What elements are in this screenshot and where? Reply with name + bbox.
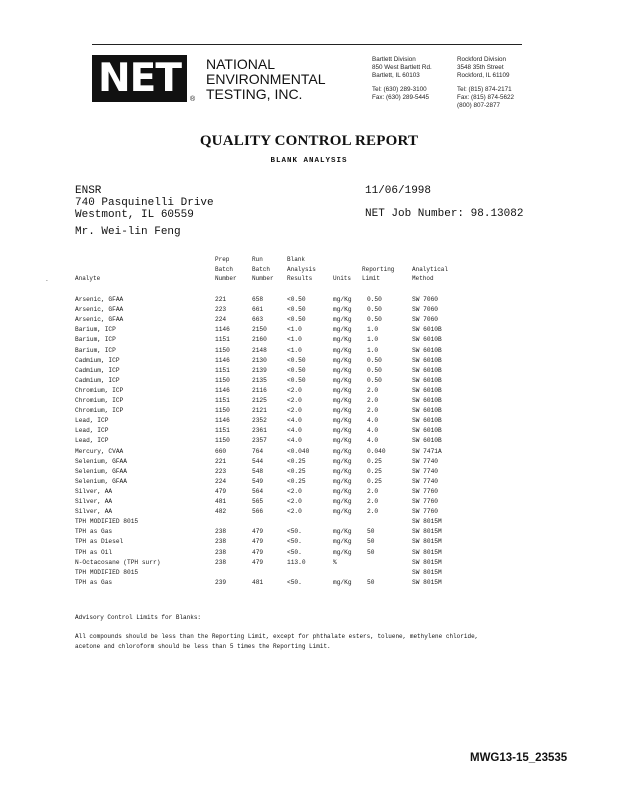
table-cell: <4.0 [287, 417, 302, 425]
table-cell: SW 8015M [412, 558, 442, 566]
table-cell: 2130 [252, 356, 267, 364]
report-subtitle: BLANK ANALYSIS [270, 157, 348, 165]
table-cell: Selenium, GFAA [75, 477, 127, 485]
column-header-line: Batch [252, 265, 271, 273]
table-cell: SW 6010B [412, 407, 442, 415]
table-cell: SW 7060 [412, 296, 438, 303]
table-cell: 4.0 [367, 427, 379, 435]
table-cell: 1.0 [367, 336, 379, 344]
advisory-line: All compounds should be less than the Reporting Limit, except for phthalate esters, toluene, methylene chloride, [75, 633, 479, 640]
table-cell: Mercury, CVAA [75, 447, 124, 455]
table-cell: mg/Kg [333, 326, 352, 334]
column-header-line: Reporting [362, 265, 395, 273]
column-header-line: Units [333, 275, 352, 282]
table-cell: mg/Kg [333, 447, 352, 455]
table-cell: mg/Kg [333, 376, 352, 384]
column-header [75, 255, 100, 284]
table-cell: Lead, ICP [75, 427, 109, 435]
table-cell: SW 8015M [412, 528, 442, 536]
advisory-line: acetone and chloroform should be less than 5 times the Reporting Limit. [75, 643, 331, 650]
table-cell: mg/Kg [333, 437, 352, 445]
client-address-line1: 740 Pasquinelli Drive [75, 197, 214, 209]
column-header-line: Number [252, 275, 274, 282]
table-cell: SW 6010B [412, 336, 442, 344]
column-header-line: Run [252, 256, 263, 263]
column-header-line [362, 255, 394, 265]
table-cell: mg/Kg [333, 366, 352, 374]
table-cell: mg/Kg [333, 427, 352, 435]
table-cell: 549 [252, 477, 264, 485]
table-cell: 0.50 [367, 296, 382, 303]
table-cell: mg/Kg [333, 457, 352, 465]
table-cell: Lead, ICP [75, 417, 109, 425]
table-row [0, 426, 618, 436]
table-cell: 566 [252, 508, 264, 516]
column-header [412, 255, 448, 284]
table-cell: 224 [215, 477, 227, 485]
table-cell: <0.50 [287, 366, 306, 374]
table-cell: SW 7760 [412, 508, 438, 516]
table-cell: mg/Kg [333, 336, 352, 344]
table-cell: 479 [215, 487, 227, 495]
table-cell: <0.50 [287, 316, 306, 324]
table-cell: mg/Kg [333, 407, 352, 415]
table-cell: 482 [215, 508, 227, 516]
table-cell: <0.50 [287, 356, 306, 364]
table-row [0, 376, 618, 386]
table-cell: mg/Kg [333, 296, 352, 303]
table-cell: mg/Kg [333, 487, 352, 495]
table-cell: SW 7760 [412, 487, 438, 495]
column-header-line: Blank [287, 256, 306, 263]
table-cell: SW 8015M [412, 538, 442, 546]
advisory-heading: Advisory Control Limits for Blanks: [75, 614, 202, 621]
column-header-line [75, 255, 100, 265]
address-line: Tel: (630) 289-3100 [372, 85, 427, 93]
table-cell: 50 [367, 548, 375, 556]
column-header [215, 255, 237, 284]
table-row [0, 477, 618, 487]
table-cell: 2.0 [367, 407, 379, 415]
table-cell: 4.0 [367, 417, 379, 425]
table-cell: <2.0 [287, 508, 302, 516]
company-line: TESTING, INC. [206, 86, 303, 102]
table-cell: 1146 [215, 386, 230, 394]
table-row [0, 416, 618, 426]
table-cell: mg/Kg [333, 477, 352, 485]
table-cell: mg/Kg [333, 508, 352, 516]
table-cell: 564 [252, 487, 264, 495]
table-cell: Arsenic, GFAA [75, 316, 124, 324]
table-cell: 2125 [252, 397, 267, 404]
table-row [0, 558, 618, 568]
table-cell: 2121 [252, 407, 267, 415]
table-cell: 2.0 [367, 386, 379, 394]
table-cell: 4.0 [367, 437, 379, 445]
table-cell: SW 6010B [412, 356, 442, 364]
table-cell: 1146 [215, 326, 230, 334]
address-line: Fax: (815) 874-5622 [457, 93, 515, 101]
column-header [252, 255, 274, 284]
table-cell: 223 [215, 306, 227, 314]
column-header-line: Limit [362, 275, 381, 282]
table-cell: SW 6010B [412, 397, 442, 404]
table-cell: SW 8015M [412, 578, 442, 586]
address-line: Rockford Division [457, 56, 506, 63]
table-cell: 238 [215, 558, 227, 566]
table-cell: 238 [215, 528, 227, 536]
column-header-line [75, 265, 100, 275]
table-cell: <0.50 [287, 296, 306, 303]
trademark-mark: ® [190, 96, 196, 103]
table-row [0, 517, 618, 527]
table-cell: 0.50 [367, 376, 382, 384]
table-row [0, 436, 618, 446]
column-header-line [333, 265, 351, 275]
table-cell: 0.25 [367, 467, 382, 475]
table-cell: <2.0 [287, 386, 302, 394]
table-row [0, 346, 618, 356]
column-header [287, 255, 316, 284]
table-cell: mg/Kg [333, 346, 352, 354]
table-cell: 1150 [215, 407, 230, 415]
table-cell: TPH as Diesel [75, 538, 124, 546]
address-line: Rockford, IL 61109 [457, 72, 510, 80]
address-line: Bartlett, IL 60103 [372, 72, 420, 80]
table-cell: SW 7760 [412, 498, 438, 505]
rockford-address [457, 56, 514, 110]
table-row [0, 447, 618, 457]
table-row [0, 335, 618, 345]
table-row [0, 457, 618, 467]
table-cell: <50. [287, 548, 302, 556]
column-header-line: Batch [215, 265, 234, 273]
table-cell: Silver, AA [75, 508, 113, 516]
table-cell: Silver, AA [75, 487, 113, 495]
table-cell: TPH as Oil [75, 548, 113, 556]
table-cell: Barium, ICP [75, 346, 116, 354]
table-cell: 239 [215, 578, 227, 586]
table-cell: 2357 [252, 437, 267, 445]
table-cell: mg/Kg [333, 316, 352, 324]
table-cell: SW 6010B [412, 417, 442, 425]
table-cell: Cadmium, ICP [75, 366, 120, 374]
table-cell: SW 8015M [412, 568, 442, 576]
header-rule [92, 44, 522, 45]
table-cell: mg/Kg [333, 578, 352, 586]
address-line: Fax: (630) 289-5445 [372, 93, 430, 101]
table-cell: 1.0 [367, 346, 379, 354]
table-cell: 223 [215, 467, 227, 475]
address-line: 850 West Bartlett Rd. [372, 64, 432, 72]
table-row [0, 325, 618, 335]
table-cell: 544 [252, 457, 264, 465]
table-cell: 0.25 [367, 477, 382, 485]
table-cell: Chromium, ICP [75, 397, 124, 404]
table-cell: 481 [252, 578, 264, 586]
table-cell: 565 [252, 498, 264, 505]
table-row [0, 487, 618, 497]
table-cell: 1.0 [367, 326, 379, 334]
table-cell: <0.040 [287, 447, 310, 455]
table-cell: mg/Kg [333, 498, 352, 505]
table-cell: 2139 [252, 366, 267, 374]
table-cell: 660 [215, 447, 227, 455]
table-cell: 2.0 [367, 498, 379, 505]
table-cell: mg/Kg [333, 306, 352, 314]
table-cell: <50. [287, 538, 302, 546]
client-block [75, 185, 214, 221]
table-row [0, 396, 618, 406]
table-cell: TPH MODIFIED 8015 [75, 568, 139, 576]
table-cell: 2160 [252, 336, 267, 344]
table-cell: 0.50 [367, 306, 382, 314]
net-logo: NET [92, 55, 187, 102]
table-cell: 1146 [215, 356, 230, 364]
attention-line: Mr. Wei-lin Feng [75, 226, 181, 238]
table-cell: SW 7740 [412, 467, 438, 475]
table-cell: <2.0 [287, 407, 302, 415]
table-cell: Silver, AA [75, 498, 113, 505]
column-header-line: Analytical [412, 265, 449, 273]
table-cell: 50 [367, 538, 375, 546]
column-header-line [333, 255, 351, 265]
table-cell: SW 6010B [412, 437, 442, 445]
company-line: ENVIRONMENTAL [206, 71, 326, 87]
table-cell: 2352 [252, 417, 267, 425]
table-cell: Barium, ICP [75, 326, 116, 334]
table-row [0, 568, 618, 578]
table-cell: 2150 [252, 326, 267, 334]
bartlett-address [372, 56, 432, 102]
table-cell: mg/Kg [333, 467, 352, 475]
table-cell: SW 7740 [412, 457, 438, 465]
table-cell: 0.50 [367, 366, 382, 374]
table-cell: 2.0 [367, 397, 379, 404]
table-cell: mg/Kg [333, 397, 352, 404]
address-line: Bartlett Division [372, 56, 416, 63]
table-cell: <2.0 [287, 498, 302, 505]
table-row [0, 548, 618, 558]
table-cell: SW 7060 [412, 306, 438, 314]
table-cell: mg/Kg [333, 548, 352, 556]
table-cell: 221 [215, 457, 227, 465]
table-row [0, 507, 618, 517]
table-cell: 2135 [252, 376, 267, 384]
table-cell: <2.0 [287, 397, 302, 404]
table-cell: <0.50 [287, 306, 306, 314]
table-cell: 113.0 [287, 558, 306, 566]
report-title: QUALITY CONTROL REPORT [199, 133, 419, 149]
table-cell: 658 [252, 296, 264, 303]
table-cell: Cadmium, ICP [75, 356, 120, 364]
table-cell: 0.50 [367, 316, 382, 324]
table-cell: 50 [367, 578, 375, 586]
table-cell: <1.0 [287, 326, 302, 334]
table-cell: SW 7060 [412, 316, 438, 324]
table-cell: <2.0 [287, 487, 302, 495]
table-cell: TPH as Gas [75, 528, 113, 536]
table-row [0, 366, 618, 376]
table-cell: 1151 [215, 397, 230, 404]
table-row [0, 527, 618, 537]
table-cell: 0.50 [367, 356, 382, 364]
table-cell: 2.0 [367, 487, 379, 495]
table-cell: SW 7740 [412, 477, 438, 485]
table-row [0, 295, 618, 305]
table-cell: Barium, ICP [75, 336, 116, 344]
table-row [0, 406, 618, 416]
table-cell: 548 [252, 467, 264, 475]
table-cell: 661 [252, 306, 264, 314]
table-cell: Arsenic, GFAA [75, 306, 124, 314]
table-cell: <0.25 [287, 457, 306, 465]
table-cell: SW 8015M [412, 548, 442, 556]
company-name [206, 57, 326, 102]
column-header-line: Analyte [75, 275, 101, 282]
table-cell: 224 [215, 316, 227, 324]
advisory-text [75, 632, 478, 652]
table-cell: <0.25 [287, 477, 306, 485]
table-cell: 479 [252, 558, 264, 566]
table-cell: SW 7471A [412, 447, 442, 455]
table-cell: % [333, 558, 337, 566]
table-cell: <0.50 [287, 376, 306, 384]
table-cell: Chromium, ICP [75, 407, 124, 415]
table-row [0, 467, 618, 477]
document-id: MWG13-15_23535 [470, 752, 568, 764]
table-row [0, 305, 618, 315]
table-cell: 1150 [215, 376, 230, 384]
table-row [0, 386, 618, 396]
table-cell: 1151 [215, 366, 230, 374]
margin-mark: - [45, 277, 49, 284]
table-cell: Selenium, GFAA [75, 457, 127, 465]
table-row [0, 578, 618, 588]
table-cell: TPH MODIFIED 8015 [75, 518, 139, 526]
table-cell: N-Octacosane (TPH surr) [75, 558, 161, 566]
table-cell: <0.25 [287, 467, 306, 475]
company-line: NATIONAL [206, 56, 275, 72]
table-cell: <50. [287, 578, 302, 586]
table-cell: <4.0 [287, 437, 302, 445]
table-cell: 221 [215, 296, 227, 303]
column-header [333, 255, 351, 284]
report-date: 11/06/1998 [365, 185, 432, 197]
column-header-line: Number [215, 275, 237, 282]
table-cell: mg/Kg [333, 528, 352, 536]
table-row [0, 315, 618, 325]
table-cell: 764 [252, 447, 264, 455]
column-header [362, 255, 394, 284]
table-cell: 1151 [215, 427, 230, 435]
table-row [0, 497, 618, 507]
table-cell: SW 6010B [412, 346, 442, 354]
job-number-value: 98.13082 [470, 208, 524, 220]
table-cell: 479 [252, 548, 264, 556]
table-cell: 2.0 [367, 508, 379, 516]
table-cell: 0.040 [367, 447, 386, 455]
table-cell: <1.0 [287, 346, 302, 354]
table-cell: SW 6010B [412, 386, 442, 394]
table-cell: TPH as Gas [75, 578, 113, 586]
table-cell: 481 [215, 498, 227, 505]
table-cell: SW 8015M [412, 518, 442, 526]
table-cell: 0.25 [367, 457, 382, 465]
table-cell: 1150 [215, 346, 230, 354]
table-cell: <1.0 [287, 336, 302, 344]
table-cell: mg/Kg [333, 538, 352, 546]
table-cell: 1150 [215, 437, 230, 445]
table-cell: SW 6010B [412, 376, 442, 384]
address-line: 3548 35th Street [457, 64, 504, 72]
table-cell: 238 [215, 538, 227, 546]
client-name: ENSR [75, 185, 102, 197]
table-cell: 2148 [252, 346, 267, 354]
table-cell: mg/Kg [333, 417, 352, 425]
table-cell: 1146 [215, 417, 230, 425]
table-cell: SW 6010B [412, 427, 442, 435]
table-cell: Selenium, GFAA [75, 467, 127, 475]
table-row [0, 356, 618, 366]
column-header-line: Results [287, 275, 313, 282]
table-cell: 50 [367, 528, 375, 536]
job-number-line [365, 208, 523, 220]
column-header-line [412, 255, 448, 265]
table-cell: Chromium, ICP [75, 386, 124, 394]
table-cell: <4.0 [287, 427, 302, 435]
table-row [0, 537, 618, 547]
table-cell: 479 [252, 538, 264, 546]
table-cell: 479 [252, 528, 264, 536]
table-cell: 1151 [215, 336, 230, 344]
column-header-line: Method [412, 275, 434, 282]
table-cell: SW 6010B [412, 326, 442, 334]
address-line: Tel: (815) 874-2171 [457, 85, 512, 93]
job-number-label: NET Job Number: [365, 208, 465, 220]
table-cell: 663 [252, 316, 264, 324]
table-cell: Arsenic, GFAA [75, 296, 124, 303]
table-cell: mg/Kg [333, 386, 352, 394]
table-cell: <50. [287, 528, 302, 536]
table-cell: SW 6010B [412, 366, 442, 374]
table-cell: 2361 [252, 427, 267, 435]
table-cell: Cadmium, ICP [75, 376, 120, 384]
client-address-line2: Westmont, IL 60559 [75, 209, 194, 221]
table-cell: 2116 [252, 386, 267, 394]
table-cell: 238 [215, 548, 227, 556]
table-cell: Lead, ICP [75, 437, 109, 445]
column-header-line: Analysis [287, 265, 316, 273]
address-line: (800) 807-2877 [457, 102, 501, 110]
table-cell: mg/Kg [333, 356, 352, 364]
column-header-line: Prep [215, 256, 230, 263]
